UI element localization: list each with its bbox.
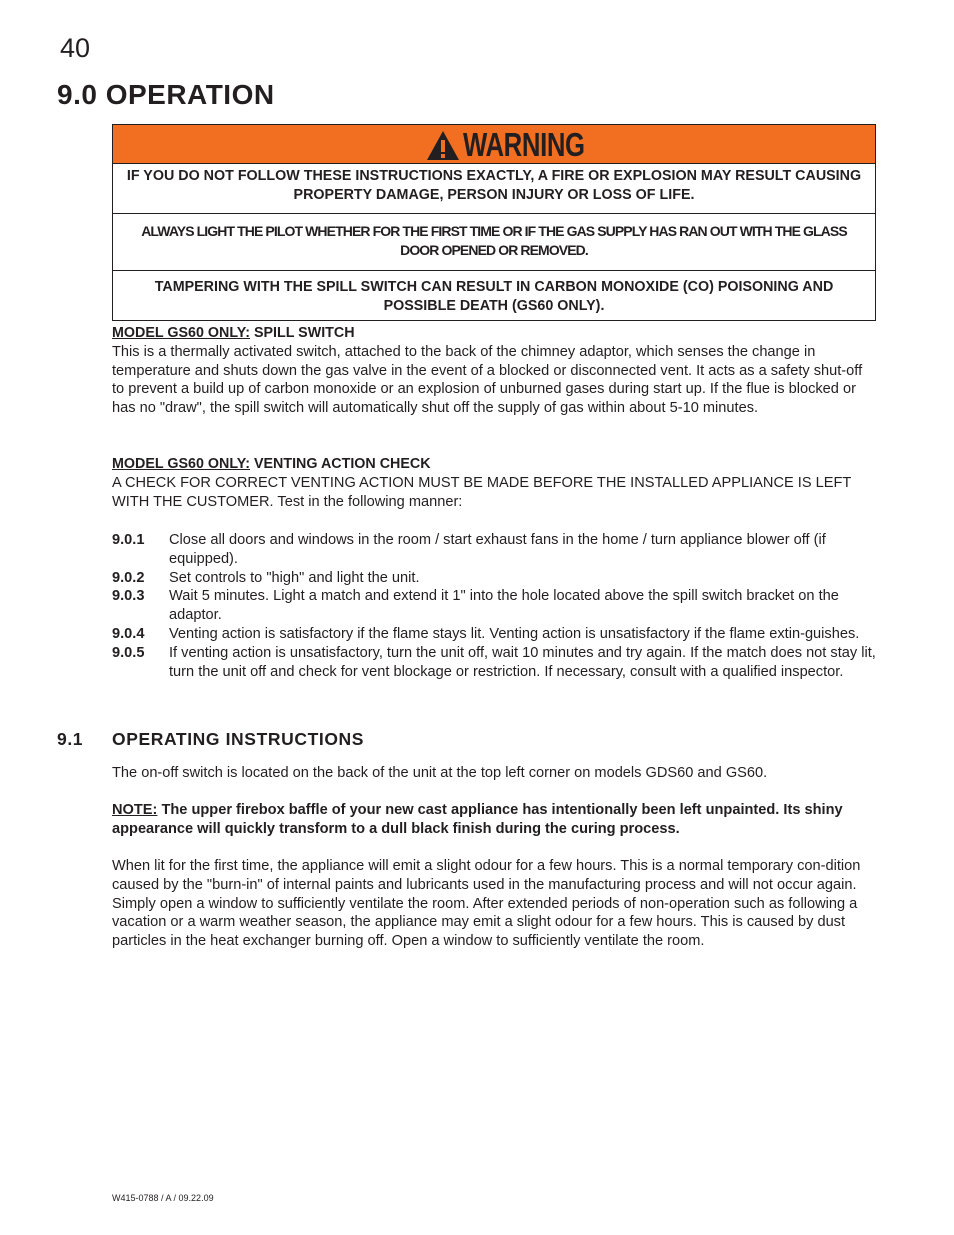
warning-header xyxy=(113,125,875,164)
note-label: NOTE: xyxy=(112,802,158,818)
step-text: Venting action is satisfactory if the flame stays lit. Venting action is unsatisfactory if the flame extin-guishes. xyxy=(169,625,860,642)
venting-check-section xyxy=(112,455,874,511)
warning-title xyxy=(426,128,619,162)
warning-message-spill-switch: TAMPERING WITH THE SPILL SWITCH CAN RESULT IN CARBON MONOXIDE (CO) POISONING AND POSSIBLE DEATH (GS60 ONLY). xyxy=(154,279,834,314)
venting-check-model-label: MODEL GS60 ONLY: xyxy=(112,456,250,472)
spill-switch-title: SPILL SWITCH xyxy=(249,325,355,341)
venting-check-heading xyxy=(112,455,874,474)
step-text: Set controls to "high" and light the unit. xyxy=(169,569,420,586)
operating-section-number: 9.1 xyxy=(57,729,84,749)
step-item xyxy=(112,531,876,569)
warning-message-pilot: ALWAYS LIGHT THE PILOT WHETHER FOR THE FIRST TIME OR IF THE GAS SUPPLY HAS RAN OUT WITH THE GLASS DOOR OPENED OR REMOVED. xyxy=(113,214,875,271)
step-text: If venting action is unsatisfactory, turn the unit off, wait 10 minutes and try again. If the match does not stay lit, turn the unit off and check for vent blockage or restriction. If necessary, consult with a qualified inspector. xyxy=(169,644,876,680)
operating-instructions-heading xyxy=(57,728,364,750)
spill-switch-section xyxy=(112,324,874,418)
step-item xyxy=(112,625,876,644)
step-text: Wait 5 minutes. Light a match and extend it 1" into the hole located above the spill switch bracket on the adaptor. xyxy=(169,588,839,624)
first-lit-paragraph: When lit for the first time, the appliance will emit a slight odour for a few hours. This is a normal temporary con-dition caused by the "burn-in" of internal paints and lubricants used in the manufacturing process and will not occur again. Simply open a window to sufficiently ventilate the room. After extended periods of non-operation such as following a vacation or a warm weather season, the appliance may emit a slight odour for a few hours. This is caused by dust particles in the heat exchanger burning off. Open a window to sufficiently ventilate the room. xyxy=(112,858,861,950)
section-title: 9.0 OPERATION xyxy=(57,79,275,110)
step-item xyxy=(112,569,876,588)
warning-label: WARNING xyxy=(463,126,585,163)
page-number: 40 xyxy=(60,33,91,63)
step-text: Close all doors and windows in the room / start exhaust fans in the home / turn appliance blower off (if equipped). xyxy=(169,532,826,567)
venting-check-body: A CHECK FOR CORRECT VENTING ACTION MUST BE MADE BEFORE THE INSTALLED APPLIANCE IS LEFT WITH THE CUSTOMER. Test in the following manner: xyxy=(112,474,852,510)
step-number: 9.0.5 xyxy=(112,644,145,661)
warning-box xyxy=(112,124,876,321)
step-item xyxy=(112,587,876,625)
spill-switch-body: This is a thermally activated switch, attached to the back of the chimney adaptor, which senses the change in temperature and shuts down the gas valve in the event of a blocked or disconnected vent. It acts as a safety shut-off to prevent a build up of carbon monoxide or an explosion of unburned gases during start up. If the flue is blocked or has no "draw", the spill switch will automatically shut off the supply of gas within about 5-10 minutes. xyxy=(112,343,863,417)
step-number: 9.0.1 xyxy=(112,532,145,548)
note-paragraph xyxy=(112,801,874,839)
operating-section-title: OPERATING INSTRUCTIONS xyxy=(112,729,365,749)
step-number: 9.0.4 xyxy=(112,625,145,642)
warning-triangle-icon xyxy=(426,130,460,161)
step-number: 9.0.2 xyxy=(112,569,145,586)
spill-switch-model-label: MODEL GS60 ONLY: xyxy=(112,325,250,341)
step-item xyxy=(112,644,876,682)
venting-steps-list xyxy=(112,531,876,681)
warning-message-fire: IF YOU DO NOT FOLLOW THESE INSTRUCTIONS EXACTLY, A FIRE OR EXPLOSION MAY RESULT CAUSING PROPERTY DAMAGE, PERSON INJURY OR LOSS OF LIFE. xyxy=(113,164,875,214)
venting-check-title: VENTING ACTION CHECK xyxy=(249,456,431,472)
document-code-footer: W415-0788 / A / 09.22.09 xyxy=(112,1193,214,1203)
spill-switch-heading xyxy=(112,324,874,343)
note-text: The upper firebox baffle of your new cast appliance has intentionally been left unpainted. Its shiny appearance will quickly transform to a dull black finish during the curing process. xyxy=(112,802,843,837)
step-number: 9.0.3 xyxy=(112,588,145,605)
on-off-switch-text: The on-off switch is located on the back of the unit at the top left corner on models GDS60 and GS60. xyxy=(112,765,768,781)
